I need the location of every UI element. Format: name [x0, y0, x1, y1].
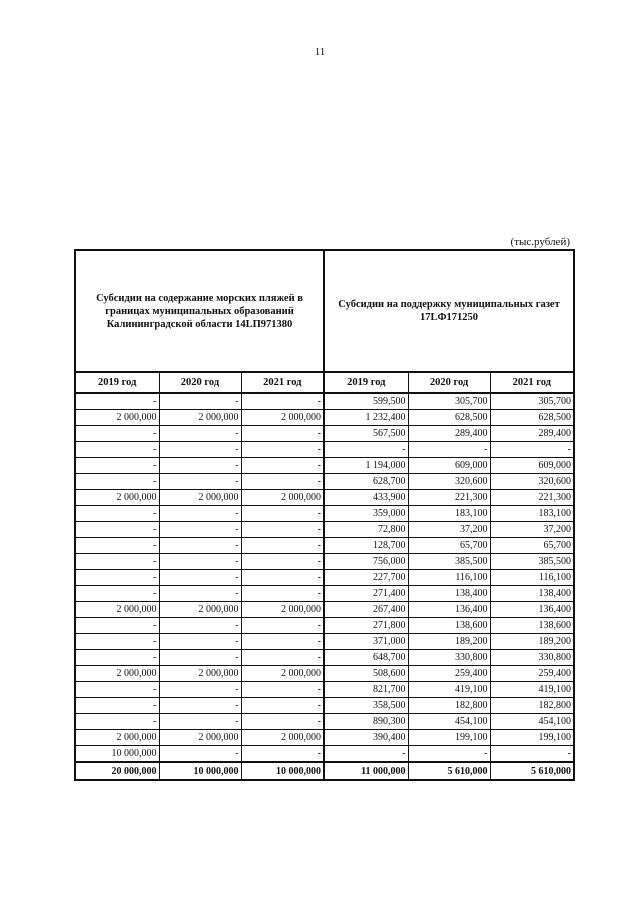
page-number: 11	[314, 46, 326, 58]
table-cell: 227,700	[324, 570, 408, 586]
table-cell: -	[241, 746, 324, 763]
table-cell: 628,700	[324, 474, 408, 490]
table-cell: -	[241, 554, 324, 570]
table-cell: -	[159, 618, 241, 634]
table-cell: -	[75, 586, 159, 602]
table-cell: 385,500	[408, 554, 490, 570]
table-cell: 419,100	[408, 682, 490, 698]
table-row	[75, 698, 574, 714]
table-cell: -	[241, 522, 324, 538]
table-cell: 628,500	[490, 410, 574, 426]
table-cell: -	[159, 698, 241, 714]
table-cell: -	[159, 746, 241, 763]
table-row	[75, 393, 574, 410]
table-cell: 289,400	[408, 426, 490, 442]
table-cell: 138,400	[408, 586, 490, 602]
table-cell: -	[241, 634, 324, 650]
table-cell: 305,700	[490, 393, 574, 410]
total-cell: 20 000,000	[75, 762, 159, 780]
table-cell: 320,600	[490, 474, 574, 490]
table-cell: 330,800	[408, 650, 490, 666]
table-cell: 648,700	[324, 650, 408, 666]
total-cell: 5 610,000	[408, 762, 490, 780]
table-cell: -	[75, 522, 159, 538]
table-cell: -	[159, 522, 241, 538]
table-cell: 2 000,000	[159, 490, 241, 506]
table-cell: -	[75, 682, 159, 698]
group-header-beaches: Субсидии на содержание морских пляжей в границах муниципальных образований Калининградской области 14LП971380	[75, 250, 324, 372]
table-cell: -	[159, 634, 241, 650]
table-row	[75, 714, 574, 730]
table-cell: -	[159, 554, 241, 570]
table-cell: -	[408, 442, 490, 458]
table-row	[75, 618, 574, 634]
table-cell: 2 000,000	[241, 602, 324, 618]
table-cell: 454,100	[408, 714, 490, 730]
table-row	[75, 602, 574, 618]
table-row	[75, 474, 574, 490]
table-cell: -	[241, 714, 324, 730]
table-cell: -	[159, 442, 241, 458]
total-cell: 10 000,000	[159, 762, 241, 780]
table-row	[75, 586, 574, 602]
table-cell: 330,800	[490, 650, 574, 666]
total-cell: 10 000,000	[241, 762, 324, 780]
table-cell: -	[75, 698, 159, 714]
table-cell: -	[241, 586, 324, 602]
table-cell: 259,400	[408, 666, 490, 682]
table-cell: -	[241, 650, 324, 666]
table-cell: 320,600	[408, 474, 490, 490]
table-cell: -	[408, 746, 490, 763]
table-cell: -	[75, 393, 159, 410]
table-cell: -	[324, 442, 408, 458]
group-header-row	[75, 250, 574, 372]
table-cell: 65,700	[408, 538, 490, 554]
table-row	[75, 682, 574, 698]
table-cell: 128,700	[324, 538, 408, 554]
table-cell: 259,400	[490, 666, 574, 682]
year-header: 2021 год	[241, 372, 324, 393]
table-cell: 567,500	[324, 426, 408, 442]
table-cell: 2 000,000	[241, 490, 324, 506]
table-row	[75, 442, 574, 458]
table-cell: 2 000,000	[159, 602, 241, 618]
table-cell: 454,100	[490, 714, 574, 730]
table-body	[75, 393, 574, 780]
group-header-newspapers: Субсидии на поддержку муниципальных газет 17LФ171250	[324, 250, 574, 372]
table-cell: 2 000,000	[241, 730, 324, 746]
table-cell: 2 000,000	[75, 666, 159, 682]
table-cell: 1 194,000	[324, 458, 408, 474]
table-cell: -	[75, 474, 159, 490]
table-row	[75, 666, 574, 682]
table-row	[75, 522, 574, 538]
table-cell: -	[75, 634, 159, 650]
year-header: 2020 год	[159, 372, 241, 393]
table-cell: -	[490, 746, 574, 763]
table-cell: -	[159, 393, 241, 410]
table-cell: 72,800	[324, 522, 408, 538]
table-cell: 358,500	[324, 698, 408, 714]
subsidies-table-container	[74, 249, 573, 781]
table-cell: 390,400	[324, 730, 408, 746]
table-row	[75, 554, 574, 570]
table-cell: -	[241, 474, 324, 490]
total-row	[75, 762, 574, 780]
table-cell: 508,600	[324, 666, 408, 682]
table-cell: 2 000,000	[241, 666, 324, 682]
table-cell: -	[159, 586, 241, 602]
table-cell: 2 000,000	[159, 730, 241, 746]
table-cell: 359,000	[324, 506, 408, 522]
table-cell: 305,700	[408, 393, 490, 410]
subsidies-table	[74, 249, 575, 781]
table-cell: 2 000,000	[75, 490, 159, 506]
table-cell: 37,200	[490, 522, 574, 538]
table-cell: -	[241, 458, 324, 474]
table-cell: 609,000	[408, 458, 490, 474]
table-cell: 371,000	[324, 634, 408, 650]
table-cell: -	[75, 506, 159, 522]
table-row	[75, 650, 574, 666]
table-cell: -	[159, 682, 241, 698]
table-cell: 189,200	[408, 634, 490, 650]
table-cell: 182,800	[408, 698, 490, 714]
table-cell: 1 232,400	[324, 410, 408, 426]
table-cell: 271,400	[324, 586, 408, 602]
table-cell: 289,400	[490, 426, 574, 442]
table-cell: -	[75, 650, 159, 666]
table-cell: 221,300	[490, 490, 574, 506]
table-cell: -	[159, 426, 241, 442]
table-cell: 2 000,000	[75, 730, 159, 746]
year-header-row	[75, 372, 574, 393]
table-row	[75, 490, 574, 506]
table-cell: 65,700	[490, 538, 574, 554]
table-cell: 2 000,000	[241, 410, 324, 426]
table-cell: -	[75, 442, 159, 458]
table-cell: -	[159, 570, 241, 586]
table-cell: 267,400	[324, 602, 408, 618]
table-row	[75, 570, 574, 586]
table-cell: -	[241, 538, 324, 554]
table-cell: -	[241, 682, 324, 698]
table-cell: 138,600	[408, 618, 490, 634]
table-cell: 199,100	[490, 730, 574, 746]
table-cell: 2 000,000	[159, 410, 241, 426]
table-cell: 628,500	[408, 410, 490, 426]
table-cell: 10 000,000	[75, 746, 159, 763]
table-cell: 419,100	[490, 682, 574, 698]
year-header: 2021 год	[490, 372, 574, 393]
table-cell: 183,100	[490, 506, 574, 522]
table-cell: -	[75, 618, 159, 634]
table-cell: -	[75, 714, 159, 730]
table-cell: 136,400	[490, 602, 574, 618]
table-cell: 433,900	[324, 490, 408, 506]
year-header: 2019 год	[324, 372, 408, 393]
table-cell: 138,400	[490, 586, 574, 602]
table-cell: -	[75, 554, 159, 570]
table-cell: 138,600	[490, 618, 574, 634]
table-cell: 221,300	[408, 490, 490, 506]
table-cell: 609,000	[490, 458, 574, 474]
table-cell: -	[490, 442, 574, 458]
table-cell: 182,800	[490, 698, 574, 714]
table-row	[75, 410, 574, 426]
table-row	[75, 634, 574, 650]
table-row	[75, 458, 574, 474]
table-cell: -	[241, 570, 324, 586]
table-cell: -	[159, 714, 241, 730]
table-cell: -	[159, 506, 241, 522]
table-cell: -	[241, 442, 324, 458]
total-cell: 11 000,000	[324, 762, 408, 780]
year-header: 2019 год	[75, 372, 159, 393]
total-cell: 5 610,000	[490, 762, 574, 780]
table-row	[75, 426, 574, 442]
table-cell: 2 000,000	[75, 410, 159, 426]
table-cell: -	[75, 426, 159, 442]
table-cell: -	[241, 698, 324, 714]
table-cell: 821,700	[324, 682, 408, 698]
table-cell: -	[75, 538, 159, 554]
table-cell: -	[241, 506, 324, 522]
table-cell: 756,000	[324, 554, 408, 570]
table-cell: -	[241, 393, 324, 410]
table-cell: 2 000,000	[75, 602, 159, 618]
table-cell: 136,400	[408, 602, 490, 618]
table-cell: -	[75, 570, 159, 586]
table-cell: 189,200	[490, 634, 574, 650]
table-cell: 2 000,000	[159, 666, 241, 682]
table-cell: -	[324, 746, 408, 763]
table-cell: 183,100	[408, 506, 490, 522]
table-cell: 890,300	[324, 714, 408, 730]
table-row	[75, 538, 574, 554]
table-cell: -	[159, 538, 241, 554]
table-row	[75, 746, 574, 763]
year-header: 2020 год	[408, 372, 490, 393]
table-cell: 116,100	[490, 570, 574, 586]
table-cell: -	[241, 618, 324, 634]
table-cell: 599,500	[324, 393, 408, 410]
table-row	[75, 730, 574, 746]
table-cell: -	[159, 650, 241, 666]
table-cell: 385,500	[490, 554, 574, 570]
table-cell: -	[75, 458, 159, 474]
table-cell: 271,800	[324, 618, 408, 634]
table-cell: 116,100	[408, 570, 490, 586]
table-cell: -	[159, 474, 241, 490]
units-note: (тыс.рублей)	[510, 236, 570, 248]
table-cell: 199,100	[408, 730, 490, 746]
table-row	[75, 506, 574, 522]
table-cell: 37,200	[408, 522, 490, 538]
table-cell: -	[241, 426, 324, 442]
table-cell: -	[159, 458, 241, 474]
